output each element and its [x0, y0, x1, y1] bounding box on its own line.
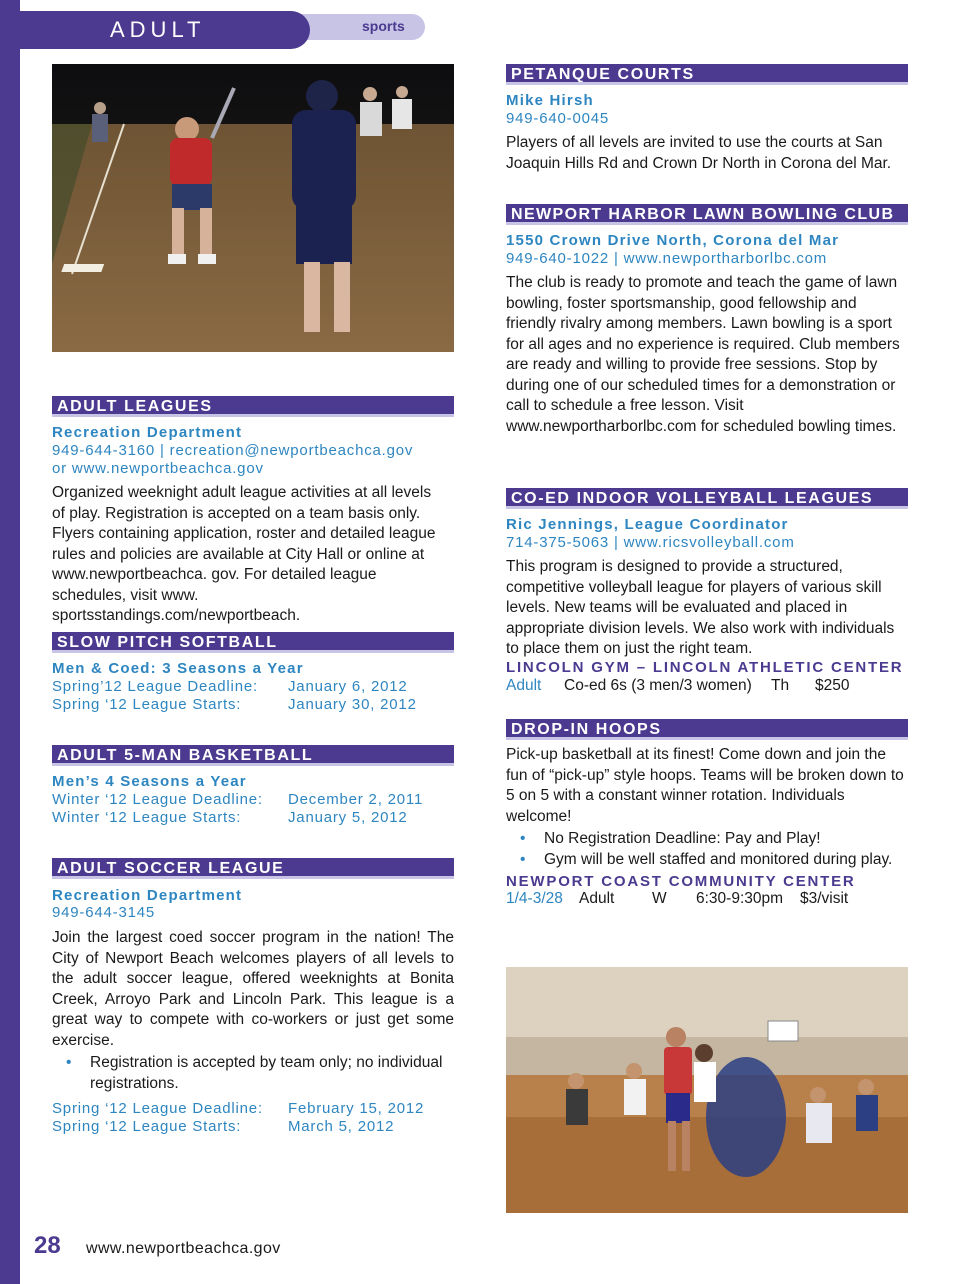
adult-leagues-heading: ADULT LEAGUES	[52, 396, 454, 417]
schedule-label: Winter ‘12 League Deadline:	[52, 791, 263, 808]
adult-leagues-body: Organized weeknight adult league activities at all levels of play. Registration is accepted on a team basis only. Flyers containing application, roster and detailed league rules and policies are available at City Hall or online at www.newportbeachca. gov. For detailed league schedules, visit www. sportsstandings.com/newportbeach.	[52, 484, 436, 624]
schedule-value: January 30, 2012	[288, 696, 417, 713]
hoops-dates: 1/4-3/28	[506, 890, 563, 907]
schedule-label: Spring ‘12 League Deadline:	[52, 1100, 263, 1117]
volleyball-age: Adult	[506, 677, 542, 694]
schedule-row	[52, 809, 423, 827]
volleyball-schedule-row	[506, 677, 849, 695]
soccer-body: Join the largest coed soccer program in the nation! The City of Newport Beach welcomes players of all levels to the adult soccer league, offered weeknights at Bonita Creek, Arroyo Park and Lincoln Park. This league is a great way to compete with co-workers or just get some exercise.	[52, 929, 454, 1049]
schedule-value: February 15, 2012	[288, 1100, 425, 1117]
volleyball-heading: CO-ED INDOOR VOLLEYBALL LEAGUES	[506, 488, 908, 509]
lawn-bowling-address: 1550 Crown Drive North, Corona del Mar	[506, 232, 840, 249]
volleyball-contact-info: 714-375-5063 | www.ricsvolleyball.com	[506, 534, 795, 551]
left-sidebar-bar	[0, 0, 20, 1284]
soccer-contact: Recreation Department	[52, 887, 243, 904]
petanque-phone: 949-640-0045	[506, 110, 610, 127]
soccer-bullets	[52, 1052, 444, 1094]
volleyball-fee: $250	[815, 677, 850, 694]
schedule-row	[52, 791, 423, 809]
hoops-bullet-item: • No Registration Deadline: Pay and Play!	[506, 828, 908, 849]
hoops-heading: DROP-IN HOOPS	[506, 719, 908, 740]
schedule-value: January 5, 2012	[288, 809, 408, 826]
adult-leagues-phone-email: 949-644-3160 | recreation@newportbeachca.gov	[52, 442, 414, 459]
adult-section-tab: ADULT	[20, 11, 310, 49]
hoops-day: W	[652, 890, 667, 907]
basketball-schedule	[52, 791, 423, 827]
lawn-bowling-contact-info: 949-640-1022 | www.newportharborlbc.com	[506, 250, 828, 267]
hoops-age: Adult	[579, 890, 615, 907]
schedule-value: December 2, 2011	[288, 791, 424, 808]
basketball-subheading: Men’s 4 Seasons a Year	[52, 773, 247, 790]
hoops-fee: $3/visit	[800, 890, 849, 907]
schedule-row	[52, 1100, 424, 1118]
petanque-heading: PETANQUE COURTS	[506, 64, 908, 85]
schedule-label: Spring ‘12 League Starts:	[52, 1118, 242, 1135]
schedule-label: Winter ‘12 League Starts:	[52, 809, 242, 826]
basketball-photo	[506, 967, 908, 1213]
lawn-bowling-heading: NEWPORT HARBOR LAWN BOWLING CLUB	[506, 204, 908, 225]
sports-tab: sports	[300, 14, 425, 40]
schedule-label: Spring ‘12 League Starts:	[52, 696, 242, 713]
hoops-schedule-row	[506, 890, 848, 908]
soccer-schedule	[52, 1100, 424, 1136]
basketball-heading: ADULT 5-MAN BASKETBALL	[52, 745, 454, 766]
volleyball-type: Co-ed 6s (3 men/3 women)	[564, 677, 752, 694]
page-number: 28	[34, 1232, 61, 1259]
petanque-body: Players of all levels are invited to use the courts at San Joaquin Hills Rd and Crown Dr North in Corona del Mar.	[506, 134, 892, 172]
hoops-body: Pick-up basketball at its finest! Come down and join the fun of “pick-up” style hoops. Teams will be broken down to 5 on 5 with a constant winner rotation. Individuals welcome!	[506, 746, 904, 825]
volleyball-venue: LINCOLN GYM – LINCOLN ATHLETIC CENTER	[506, 659, 904, 676]
lawn-bowling-body: The club is ready to promote and teach the game of lawn bowling, foster sportsmanship, good fellowship and friendly rivalry among members. Lawn bowling is a sport for all ages and no experience is required. Club members are ready and willing to provide free sessions. Stop by during one of our scheduled times for a demonstration or call to schedule a free lesson. Visit www.newportharborlbc.com for scheduled bowling times.	[506, 274, 900, 435]
schedule-row	[52, 678, 417, 696]
hoops-venue: NEWPORT COAST COMMUNITY CENTER	[506, 873, 856, 890]
schedule-label: Spring’12 League Deadline:	[52, 678, 258, 695]
soccer-bullet-item: • Registration is accepted by team only; no individual registrations.	[52, 1052, 444, 1094]
soccer-phone: 949-644-3145	[52, 904, 156, 921]
footer-url: www.newportbeachca.gov	[86, 1240, 281, 1257]
schedule-row	[52, 696, 417, 714]
volleyball-day: Th	[771, 677, 790, 694]
petanque-contact: Mike Hirsh	[506, 92, 594, 109]
hoops-bullets	[506, 828, 908, 870]
softball-photo	[52, 64, 454, 352]
softball-subheading: Men & Coed: 3 Seasons a Year	[52, 660, 304, 677]
adult-leagues-contact-info	[52, 442, 454, 478]
schedule-row	[52, 1118, 424, 1136]
soccer-heading: ADULT SOCCER LEAGUE	[52, 858, 454, 879]
softball-heading: SLOW PITCH SOFTBALL	[52, 632, 454, 653]
volleyball-contact: Ric Jennings, League Coordinator	[506, 516, 789, 533]
schedule-value: January 6, 2012	[288, 678, 408, 695]
hoops-time: 6:30-9:30pm	[696, 890, 784, 907]
hoops-bullet-item: • Gym will be well staffed and monitored during play.	[506, 849, 908, 870]
adult-leagues-website: or www.newportbeachca.gov	[52, 460, 264, 477]
schedule-value: March 5, 2012	[288, 1118, 395, 1135]
adult-leagues-contact: Recreation Department	[52, 424, 243, 441]
volleyball-body: This program is designed to provide a structured, competitive volleyball league for players of various skill levels. New teams will be evaluated and placed in appropriate division levels. We also work with individuals to place them on just the right team.	[506, 558, 895, 657]
softball-schedule	[52, 678, 417, 714]
